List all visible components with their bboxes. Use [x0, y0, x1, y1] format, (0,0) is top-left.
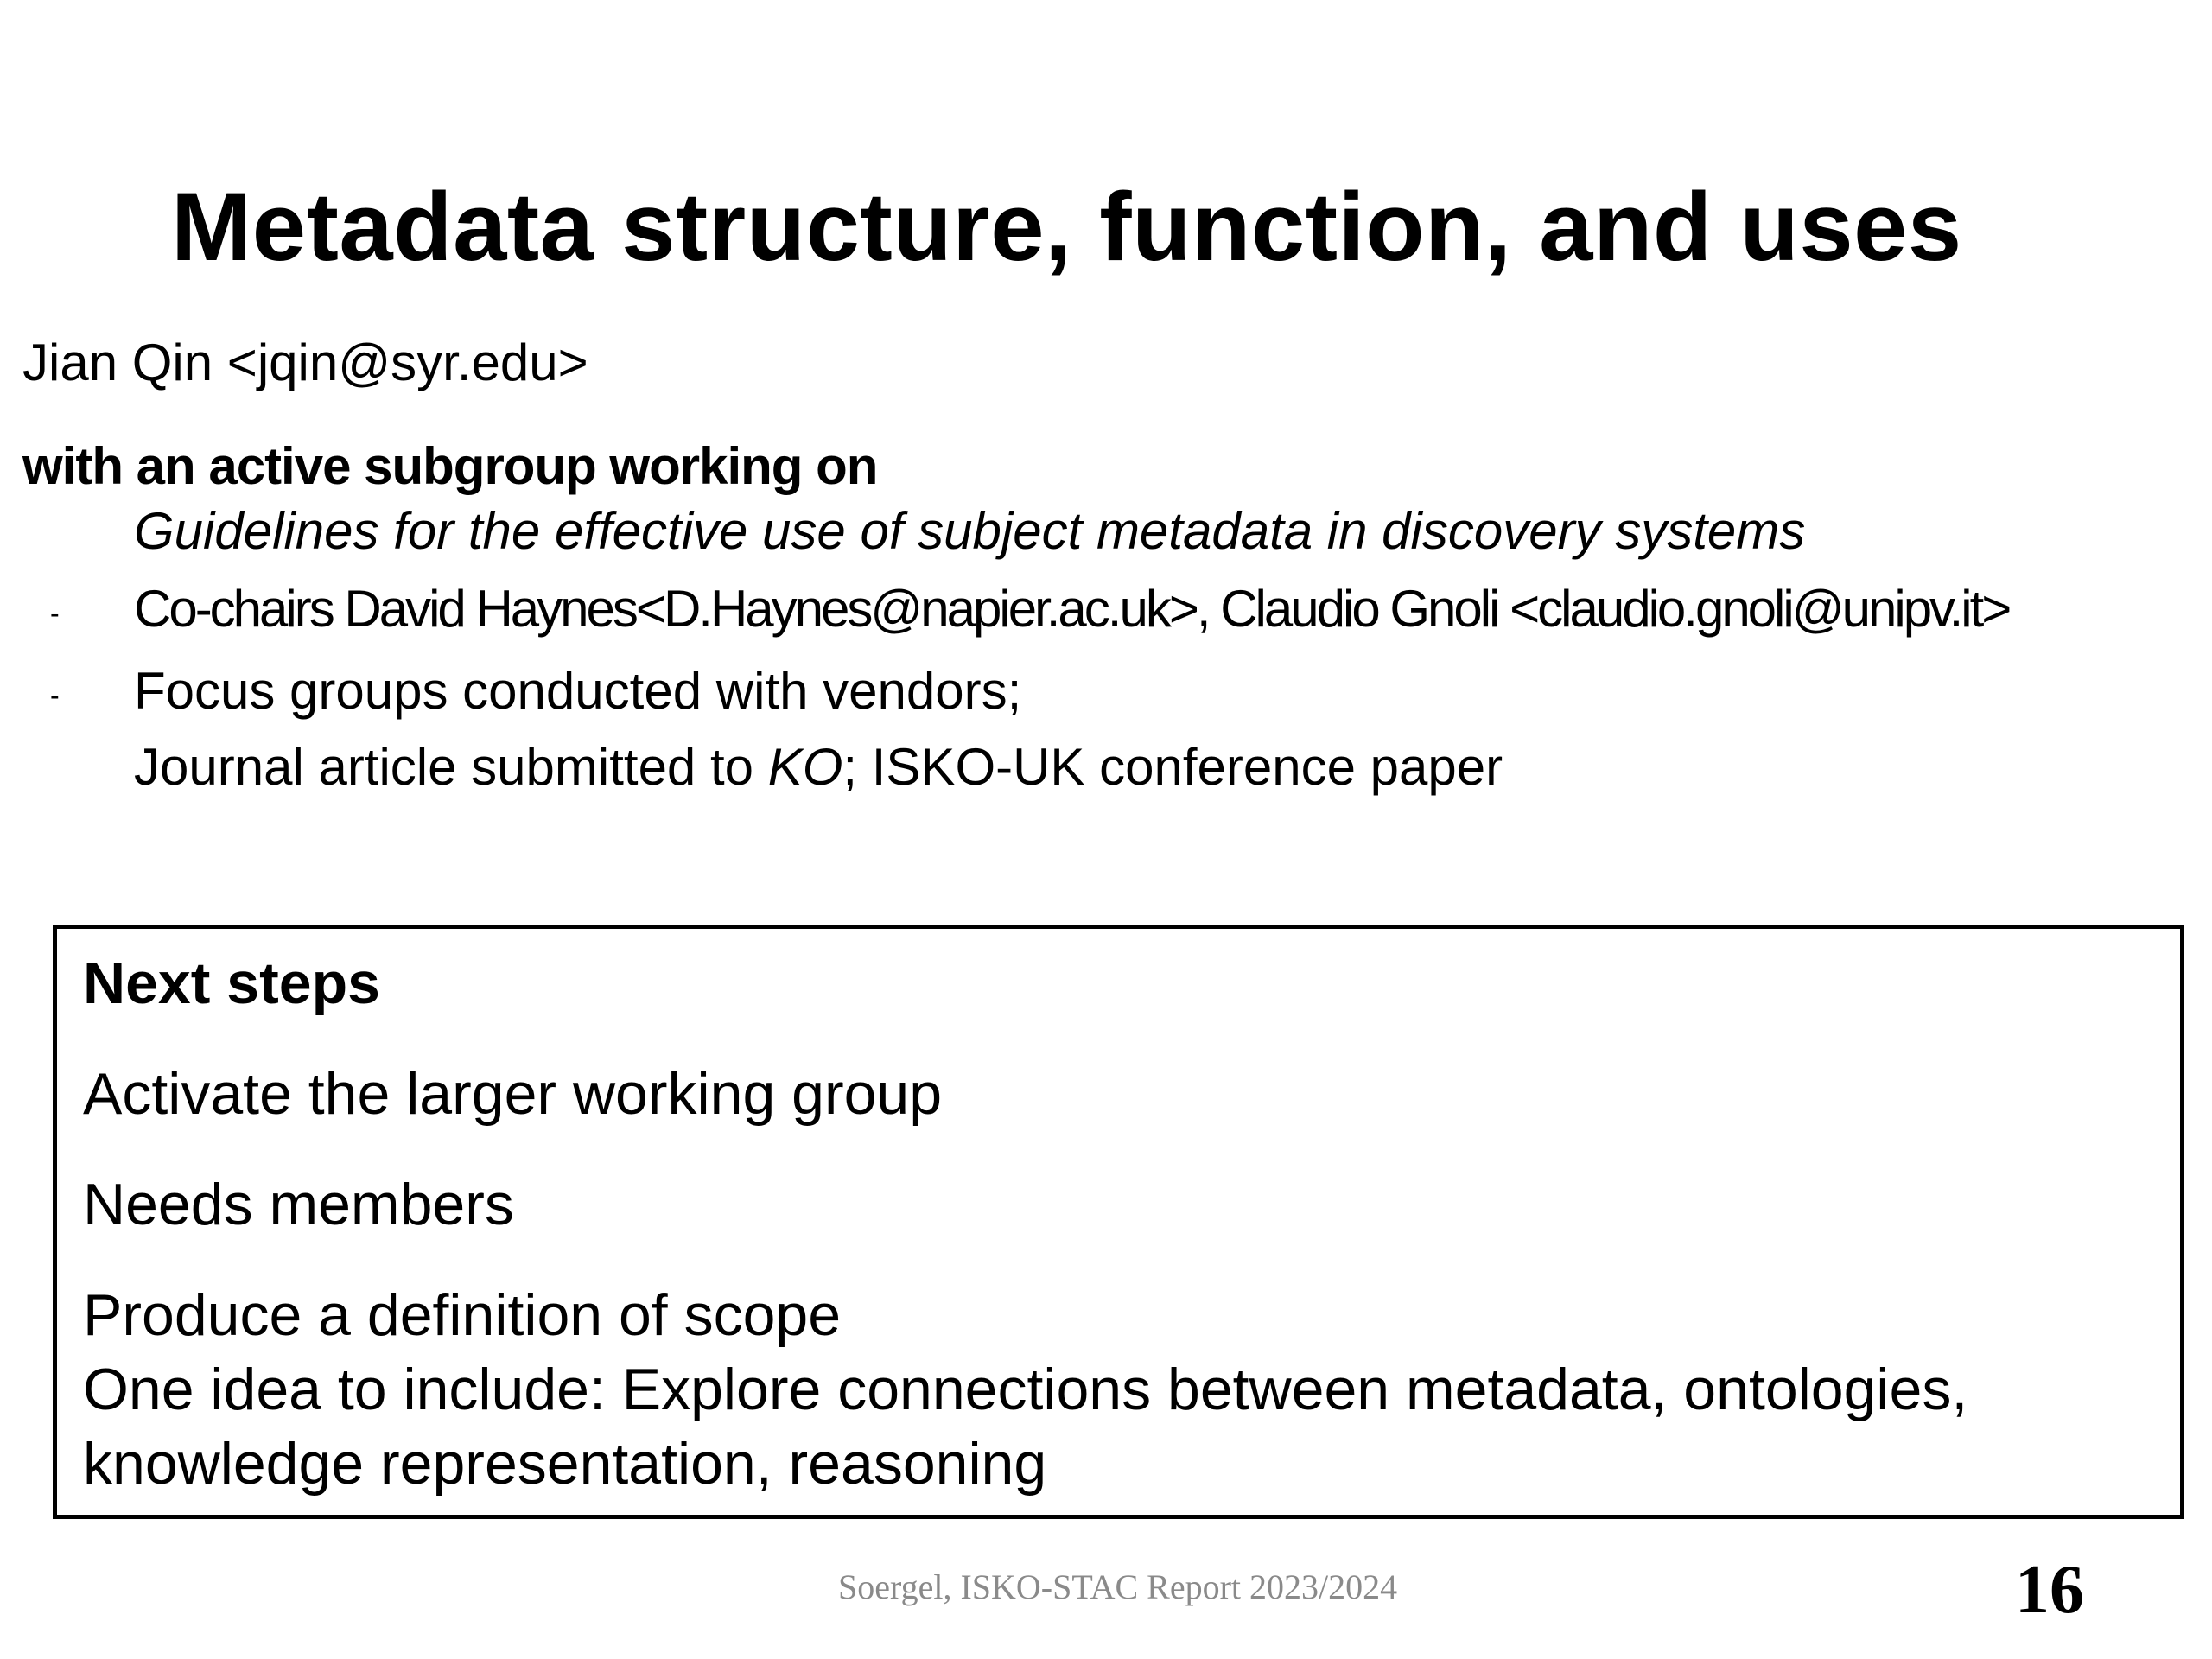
next-steps-title: Next steps — [83, 950, 380, 1016]
journal-prefix: Journal article submitted to — [134, 738, 768, 796]
next-step-item: Produce a definition of scope — [83, 1282, 842, 1348]
next-step-item: One idea to include: Explore connections between metadata, ontologies, — [83, 1357, 1968, 1422]
slide-title: Metadata structure, function, and uses — [171, 173, 1962, 281]
subgroup-heading: with an active subgroup working on — [22, 437, 878, 495]
next-steps-box — [53, 925, 2184, 1519]
next-step-item: Activate the larger working group — [83, 1061, 943, 1127]
author-line: Jian Qin <jqin@syr.edu> — [22, 334, 588, 391]
focus-groups-line: Focus groups conducted with vendors; — [134, 662, 1022, 720]
footer-text: Soergel, ISKO-STAC Report 2023/2024 — [838, 1567, 1398, 1606]
journal-suffix: ; ISKO-UK conference paper — [842, 738, 1503, 796]
guidelines-title: Guidelines for the effective use of subject metadata in discovery systems — [134, 502, 1806, 560]
next-step-item: knowledge representation, reasoning — [83, 1431, 1047, 1497]
journal-name: KO — [767, 738, 843, 796]
next-step-item: Needs members — [83, 1172, 514, 1237]
bullet-dash: - — [50, 680, 60, 711]
cochairs-line: Co-chairs David Haynes<D.Haynes@napier.ac.uk>, Claudio Gnoli <claudio.gnoli@unipv.it> — [134, 580, 2010, 638]
page-number: 16 — [2015, 1552, 2084, 1628]
bullet-dash: - — [50, 598, 60, 629]
journal-line — [134, 737, 1503, 798]
